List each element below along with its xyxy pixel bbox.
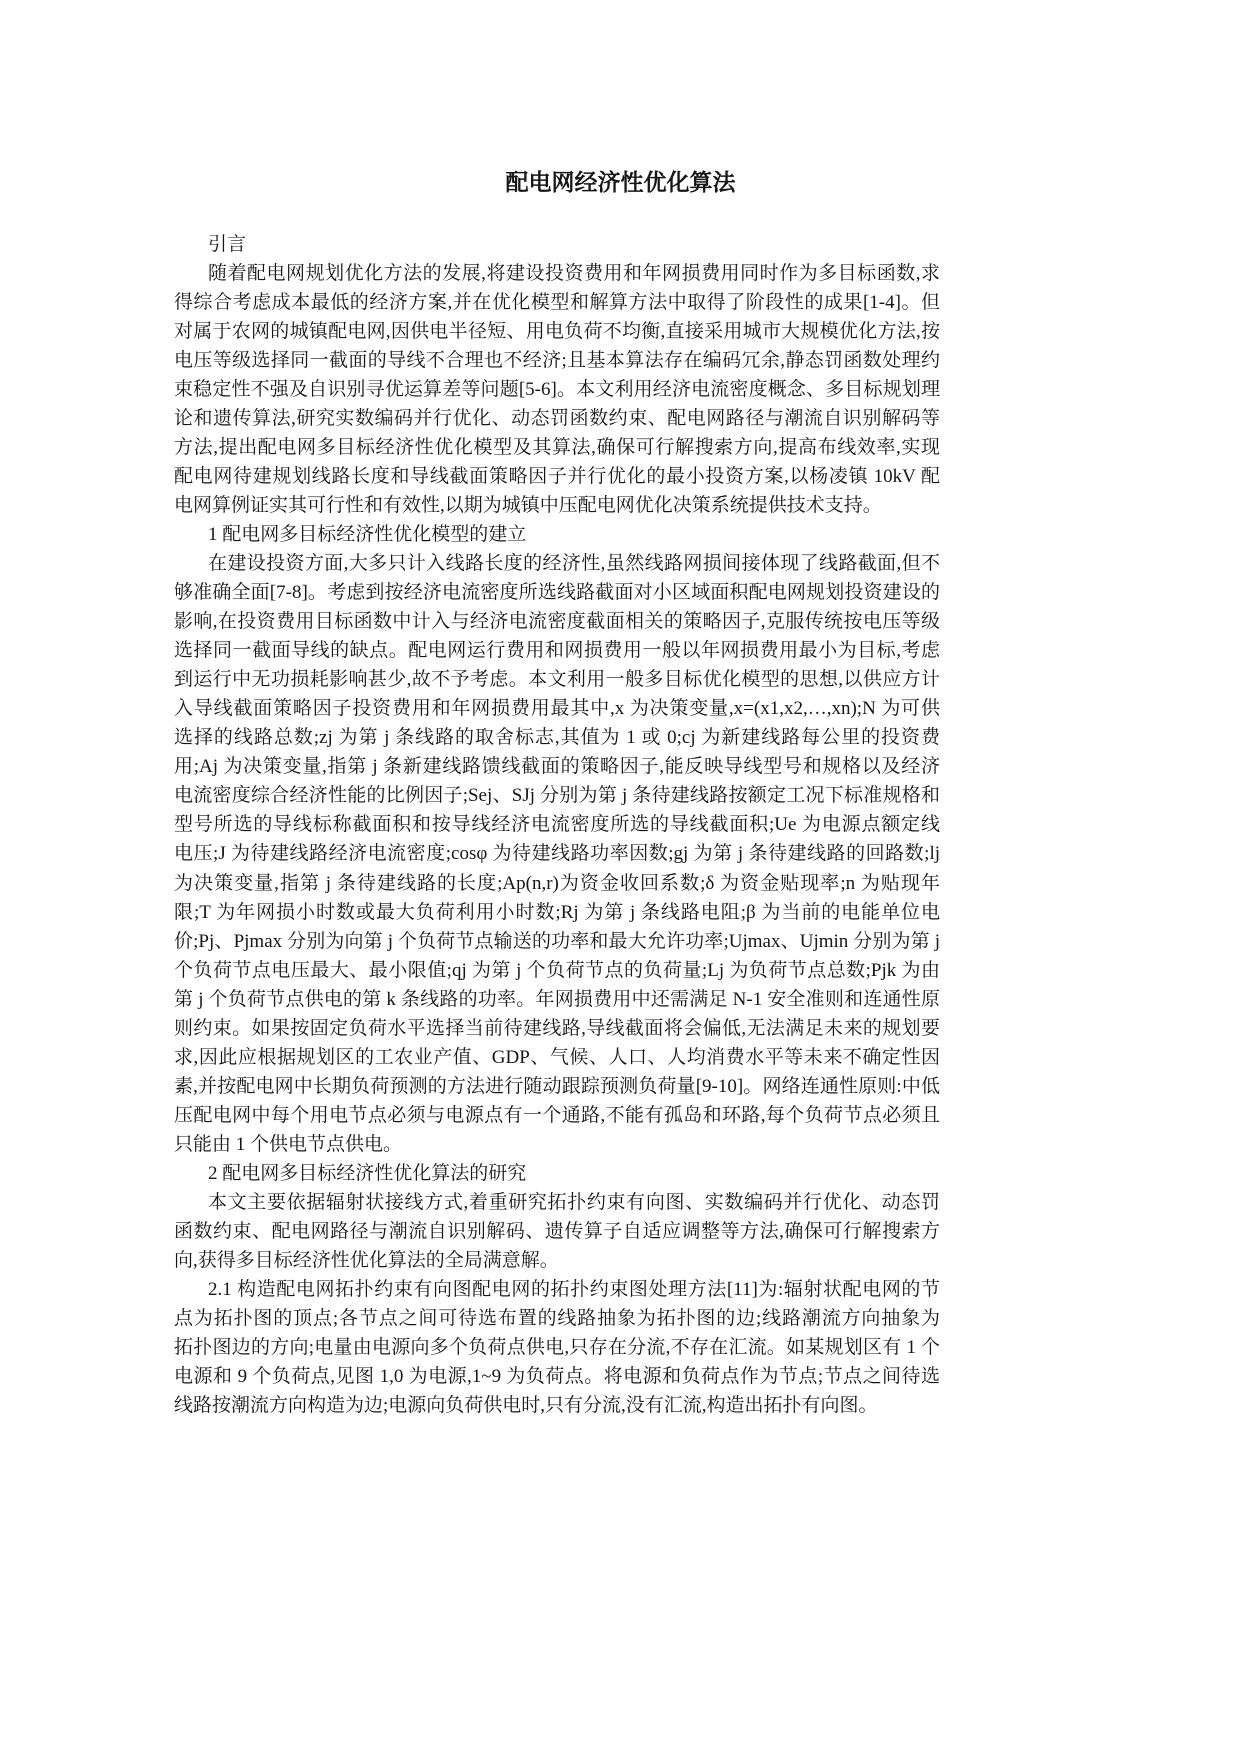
paragraph-line: 够准确全面[7-8]。考虑到按经济电流密度所选线路截面对小区域面积配电网规划投资建设的 [174,582,940,604]
document-body [174,230,940,1421]
paragraph-line: 点为拓扑图的顶点;各节点之间可待选布置的线路抽象为拓扑图的边;线路潮流方向抽象为 [174,1308,940,1330]
paragraph-line: 论和遗传算法,研究实数编码并行优化、动态罚函数约束、配电网路径与潮流自识别解码等 [174,407,940,429]
paragraph-line: 电流密度综合经济性能的比例因子;Sej、SJj 分别为第 j 条待建线路按额定工况下标准规格和 [174,785,940,807]
paragraph-line: 向,获得多目标经济性优化算法的全局满意解。 [174,1250,559,1272]
paragraph-line: 影响,在投资费用目标函数中计入与经济电流密度截面相关的策略因子,克服传统按电压等级 [174,611,940,633]
paragraph-section-2 [174,1188,940,1275]
paragraph-line: 第 j 个负荷节点供电的第 k 条线路的功率。年网损费用中还需满足 N-1 安全准则和连通性原 [174,988,940,1010]
paragraph-line: 得综合考虑成本最低的经济方案,并在优化模型和解算方法中取得了阶段性的成果[1-4]。但 [174,291,940,313]
paragraph-line: 入导线截面策略因子投资费用和年网损费用最其中,x 为决策变量,x=(x1,x2,…,xn);N 为可供 [174,698,940,720]
paragraph-line: 本文主要依据辐射状接线方式,着重研究拓扑约束有向图、实数编码并行优化、动态罚 [208,1192,940,1214]
document-title: 配电网经济性优化算法 [505,170,736,195]
paragraph-line: 电源和 9 个负荷点,见图 1,0 为电源,1~9 为负荷点。将电源和负荷点作为节点;节点之间待选 [174,1366,940,1388]
paragraph-line: 线路按潮流方向构造为边;电源向负荷供电时,只有分流,没有汇流,构造出拓扑有向图。 [174,1395,878,1417]
paragraph-line: 随着配电网规划优化方法的发展,将建设投资费用和年网损费用同时作为多目标函数,求 [208,262,940,284]
paragraph-line: 电压等级选择同一截面的导线不合理也不经济;且基本算法存在编码冗余,静态罚函数处理约 [174,349,940,371]
paragraph-line: 个负荷节点电压最大、最小限值;qj 为第 j 个负荷节点的负荷量;Lj 为负荷节点总数;Pjk 为由 [174,959,940,981]
section-heading-2: 2 配电网多目标经济性优化算法的研究 [208,1163,527,1184]
paragraph-line: 为决策变量,指第 j 条待建线路的长度;Ap(n,r)为资金收回系数;δ 为资金贴现率;n 为贴现年 [174,872,940,894]
paragraph-line: 对属于农网的城镇配电网,因供电半径短、用电负荷不均衡,直接采用城市大规模优化方法,按 [174,320,940,342]
paragraph-line: 用;Aj 为决策变量,指第 j 条新建线路馈线截面的策略因子,能反映导线型号和规格以及经济 [174,756,940,778]
paragraph-line: 价;Pj、Pjmax 分别为向第 j 个负荷节点输送的功率和最大允许功率;Ujmax、Ujmin 分别为第 j [174,930,940,952]
paragraph-line: 只能由 1 个供电节点供电。 [174,1133,403,1155]
paragraph-line: 选择同一截面导线的缺点。配电网运行费用和网损费用一般以年网损费用最小为目标,考虑 [174,640,940,662]
section-heading-intro: 引言 [208,233,247,255]
paragraph-line: 则约束。如果按固定负荷水平选择当前待建线路,导线截面将会偏低,无法满足未来的规划要 [174,1017,940,1039]
section-heading-1: 1 配电网多目标经济性优化模型的建立 [208,523,527,545]
paragraph-line: 拓扑图边的方向;电量由电源向多个负荷点供电,只存在分流,不存在汇流。如某规划区有 1 个 [174,1337,940,1359]
paragraph-line: 束稳定性不强及自识别寻优运算差等问题[5-6]。本文利用经济电流密度概念、多目标规划理 [174,378,940,400]
paragraph-line: 到运行中无功损耗影响甚少,故不予考虑。本文利用一般多目标优化模型的思想,以供应方计 [174,669,940,691]
paragraph-line: 选择的线路总数;zj 为第 j 条线路的取舍标志,其值为 1 或 0;cj 为新建线路每公里的投资费 [174,727,940,749]
paragraph-section-1 [174,549,940,1159]
paragraph-line: 限;T 为年网损小时数或最大负荷利用小时数;Rj 为第 j 条线路电阻;β 为当前的电能单位电 [174,901,940,923]
paragraph-line: 电压;J 为待建线路经济电流密度;cosφ 为待建线路功率因数;gj 为第 j 条待建线路的回路数;lj [174,843,940,865]
paragraph-line: 型号所选的导线标称截面积和按导线经济电流密度所选的导线截面积;Ue 为电源点额定线 [174,814,940,836]
paragraph-line: 2.1 构造配电网拓扑约束有向图配电网的拓扑约束图处理方法[11]为:辐射状配电网的节 [208,1279,940,1301]
paragraph-line: 函数约束、配电网路径与潮流自识别解码、遗传算子自适应调整等方法,确保可行解搜索方 [174,1221,940,1243]
paragraph-line: 配电网待建规划线路长度和导线截面策略因子并行优化的最小投资方案,以杨凌镇 10kV 配 [174,465,940,487]
paragraph-line: 电网算例证实其可行性和有效性,以期为城镇中压配电网优化决策系统提供技术支持。 [174,494,882,516]
paragraph-section-2-1 [174,1275,940,1420]
paragraph-line: 方法,提出配电网多目标经济性优化模型及其算法,确保可行解搜索方向,提高布线效率,实现 [174,436,940,458]
paragraph-line: 压配电网中每个用电节点必须与电源点有一个通路,不能有孤岛和环路,每个负荷节点必须且 [174,1104,940,1126]
paragraph-intro [174,259,940,520]
paragraph-line: 求,因此应根据规划区的工农业产值、GDP、气候、人口、人均消费水平等未来不确定性因 [174,1046,940,1068]
paragraph-line: 在建设投资方面,大多只计入线路长度的经济性,虽然线路网损间接体现了线路截面,但不 [208,553,940,575]
paragraph-line: 素,并按配电网中长期负荷预测的方法进行随动跟踪预测负荷量[9-10]。网络连通性原则:中低 [174,1075,940,1097]
